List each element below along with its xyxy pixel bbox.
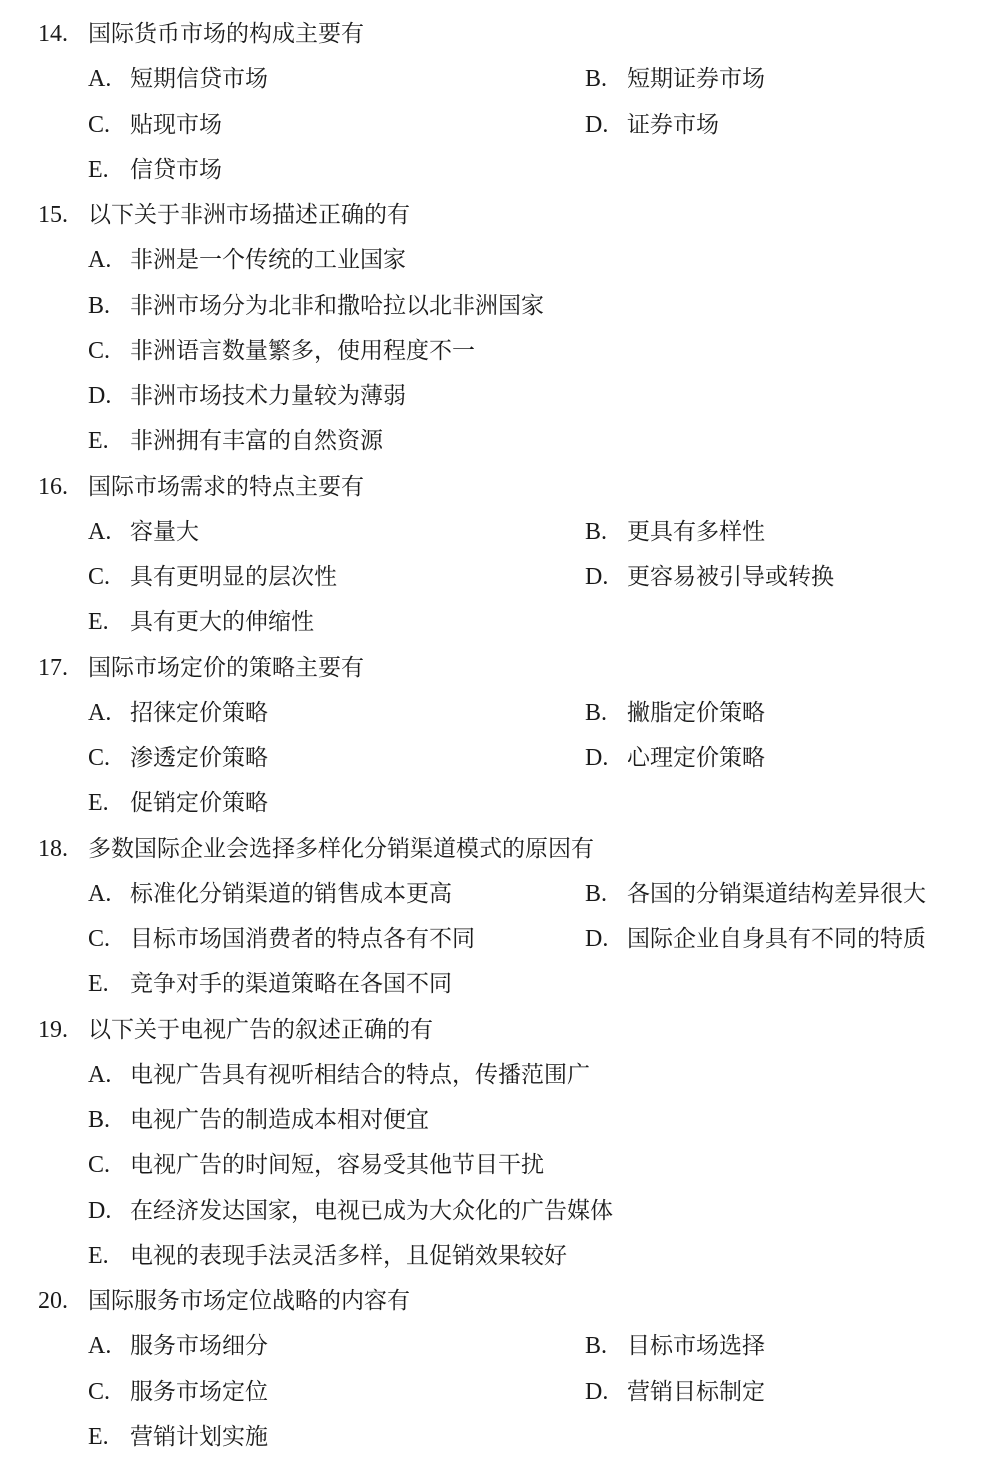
option-b — [585, 1324, 765, 1369]
option-row — [0, 872, 1000, 917]
option-letter: E. — [88, 1423, 109, 1450]
option-a — [88, 691, 268, 736]
option-row — [0, 1098, 1000, 1143]
question-number: 19. — [38, 1016, 68, 1043]
option-letter: D. — [585, 926, 609, 952]
option-row — [0, 917, 1000, 962]
option-letter: D. — [88, 1197, 112, 1224]
option-c — [88, 555, 337, 600]
option-text: 目标市场国消费者的特点各有不同 — [130, 926, 475, 952]
option-text: 短期证券市场 — [627, 66, 765, 93]
option-c — [88, 736, 268, 781]
question-stem-line — [0, 465, 1000, 510]
option-letter: B. — [585, 699, 608, 726]
question-block — [0, 1008, 1000, 1280]
option-row — [0, 1143, 1000, 1188]
option-text: 渗透定价策略 — [130, 745, 268, 771]
question-stem-line — [0, 827, 1000, 872]
option-a — [88, 1053, 590, 1098]
option-text: 证券市场 — [627, 111, 719, 138]
option-text: 更容易被引导或转换 — [627, 564, 834, 590]
option-row — [0, 1189, 1000, 1234]
option-row — [0, 1324, 1000, 1369]
option-letter: B. — [88, 1107, 111, 1133]
option-letter: D. — [88, 383, 112, 409]
option-text: 电视广告具有视听相结合的特点，传播范围广 — [130, 1061, 590, 1088]
question-block — [0, 12, 1000, 193]
question-block — [0, 465, 1000, 646]
option-letter: A. — [88, 1333, 112, 1360]
option-b — [585, 872, 926, 917]
option-text: 电视广告的制造成本相对便宜 — [130, 1107, 429, 1133]
option-text: 非洲是一个传统的工业国家 — [130, 247, 406, 274]
option-text: 服务市场定位 — [130, 1378, 268, 1405]
option-e — [88, 781, 268, 826]
option-row — [0, 1415, 1000, 1460]
option-c — [88, 1370, 268, 1415]
question-block — [0, 193, 1000, 465]
option-b — [585, 691, 765, 736]
option-row — [0, 419, 1000, 464]
option-text: 撇脂定价策略 — [627, 699, 765, 726]
option-text: 具有更明显的层次性 — [130, 564, 337, 590]
option-text: 非洲拥有丰富的自然资源 — [130, 428, 383, 455]
option-b — [88, 284, 544, 329]
option-e — [88, 1415, 268, 1460]
option-letter: A. — [88, 247, 112, 274]
question-number: 14. — [38, 21, 68, 47]
option-e — [88, 1234, 567, 1279]
question-number: 15. — [38, 202, 68, 228]
option-a — [88, 238, 406, 283]
question-stem-line — [0, 193, 1000, 238]
option-a — [88, 57, 268, 102]
option-d — [585, 917, 926, 962]
option-letter: B. — [585, 880, 608, 907]
option-letter: E. — [88, 156, 109, 183]
option-letter: D. — [585, 745, 609, 771]
option-row — [0, 1370, 1000, 1415]
option-d — [88, 1189, 613, 1234]
option-letter: C. — [88, 564, 111, 590]
option-text: 招徕定价策略 — [130, 699, 268, 726]
option-row — [0, 148, 1000, 193]
option-row — [0, 329, 1000, 374]
question-stem: 国际货币市场的构成主要有 — [88, 21, 364, 47]
option-text: 竞争对手的渠道策略在各国不同 — [130, 971, 452, 998]
option-letter: B. — [585, 518, 608, 545]
option-row — [0, 103, 1000, 148]
question-number: 18. — [38, 835, 68, 862]
option-letter: D. — [585, 1378, 609, 1405]
option-text: 促销定价策略 — [130, 790, 268, 817]
option-letter: E. — [88, 428, 109, 455]
option-text: 国际企业自身具有不同的特质 — [627, 926, 926, 952]
option-row — [0, 57, 1000, 102]
question-stem-line — [0, 1008, 1000, 1053]
question-block — [0, 1279, 1000, 1460]
option-a — [88, 872, 452, 917]
option-letter: C. — [88, 1152, 111, 1179]
question-stem-line — [0, 1279, 1000, 1324]
option-c — [88, 329, 475, 374]
option-letter: D. — [585, 111, 609, 138]
question-stem-line — [0, 646, 1000, 691]
option-text: 电视的表现手法灵活多样，且促销效果较好 — [130, 1242, 567, 1269]
exam-page — [0, 12, 1000, 1460]
option-text: 容量大 — [130, 518, 199, 545]
question-number: 17. — [38, 654, 68, 681]
option-letter: B. — [585, 66, 608, 93]
option-text: 营销计划实施 — [130, 1423, 268, 1450]
option-letter: B. — [585, 1333, 608, 1360]
option-e — [88, 600, 314, 645]
question-stem: 以下关于非洲市场描述正确的有 — [88, 202, 410, 228]
question-block — [0, 827, 1000, 1008]
option-letter: A. — [88, 699, 112, 726]
option-b — [585, 57, 765, 102]
option-letter: A. — [88, 880, 112, 907]
option-d — [585, 555, 834, 600]
option-text: 短期信贷市场 — [130, 66, 268, 93]
option-row — [0, 510, 1000, 555]
option-row — [0, 736, 1000, 781]
option-row — [0, 555, 1000, 600]
option-text: 非洲市场技术力量较为薄弱 — [130, 383, 406, 409]
option-row — [0, 1053, 1000, 1098]
option-d — [585, 103, 719, 148]
question-stem: 以下关于电视广告的叙述正确的有 — [88, 1016, 433, 1043]
option-c — [88, 103, 222, 148]
question-number: 16. — [38, 473, 68, 500]
question-block — [0, 646, 1000, 827]
option-text: 非洲语言数量繁多，使用程度不一 — [130, 337, 475, 364]
option-letter: E. — [88, 609, 109, 636]
option-letter: C. — [88, 111, 111, 138]
option-row — [0, 1234, 1000, 1279]
option-letter: E. — [88, 971, 109, 998]
option-a — [88, 1324, 268, 1369]
option-letter: C. — [88, 337, 111, 364]
option-c — [88, 1143, 544, 1188]
option-a — [88, 510, 199, 555]
question-stem: 多数国际企业会选择多样化分销渠道模式的原因有 — [88, 835, 594, 862]
option-d — [585, 1370, 765, 1415]
option-e — [88, 419, 383, 464]
option-letter: A. — [88, 518, 112, 545]
option-text: 非洲市场分为北非和撒哈拉以北非洲国家 — [130, 292, 544, 319]
option-row — [0, 962, 1000, 1007]
option-letter: B. — [88, 292, 111, 319]
option-text: 更具有多样性 — [627, 518, 765, 545]
option-text: 各国的分销渠道结构差异很大 — [627, 880, 926, 907]
option-text: 心理定价策略 — [627, 745, 765, 771]
option-text: 信贷市场 — [130, 156, 222, 183]
option-letter: E. — [88, 1242, 109, 1269]
option-b — [88, 1098, 429, 1143]
question-stem: 国际市场需求的特点主要有 — [88, 473, 364, 500]
option-text: 标准化分销渠道的销售成本更高 — [130, 880, 452, 907]
option-letter: A. — [88, 1061, 112, 1088]
option-text: 电视广告的时间短，容易受其他节目干扰 — [130, 1152, 544, 1179]
option-row — [0, 284, 1000, 329]
option-e — [88, 148, 222, 193]
option-e — [88, 962, 452, 1007]
question-stem: 国际服务市场定位战略的内容有 — [88, 1288, 410, 1314]
option-letter: E. — [88, 790, 109, 817]
option-text: 具有更大的伸缩性 — [130, 609, 314, 636]
option-letter: C. — [88, 1378, 111, 1405]
option-text: 服务市场细分 — [130, 1333, 268, 1360]
question-stem: 国际市场定价的策略主要有 — [88, 654, 364, 681]
option-row — [0, 374, 1000, 419]
option-b — [585, 510, 765, 555]
option-letter: C. — [88, 926, 111, 952]
option-row — [0, 781, 1000, 826]
option-text: 贴现市场 — [130, 111, 222, 138]
question-number: 20. — [38, 1288, 68, 1314]
option-row — [0, 600, 1000, 645]
question-stem-line — [0, 12, 1000, 57]
option-text: 目标市场选择 — [627, 1333, 765, 1360]
option-letter: D. — [585, 564, 609, 590]
option-text: 营销目标制定 — [627, 1378, 765, 1405]
option-text: 在经济发达国家，电视已成为大众化的广告媒体 — [130, 1197, 613, 1224]
option-row — [0, 691, 1000, 736]
option-letter: C. — [88, 745, 111, 771]
option-d — [88, 374, 406, 419]
option-row — [0, 238, 1000, 283]
option-letter: A. — [88, 66, 112, 93]
option-c — [88, 917, 475, 962]
option-d — [585, 736, 765, 781]
